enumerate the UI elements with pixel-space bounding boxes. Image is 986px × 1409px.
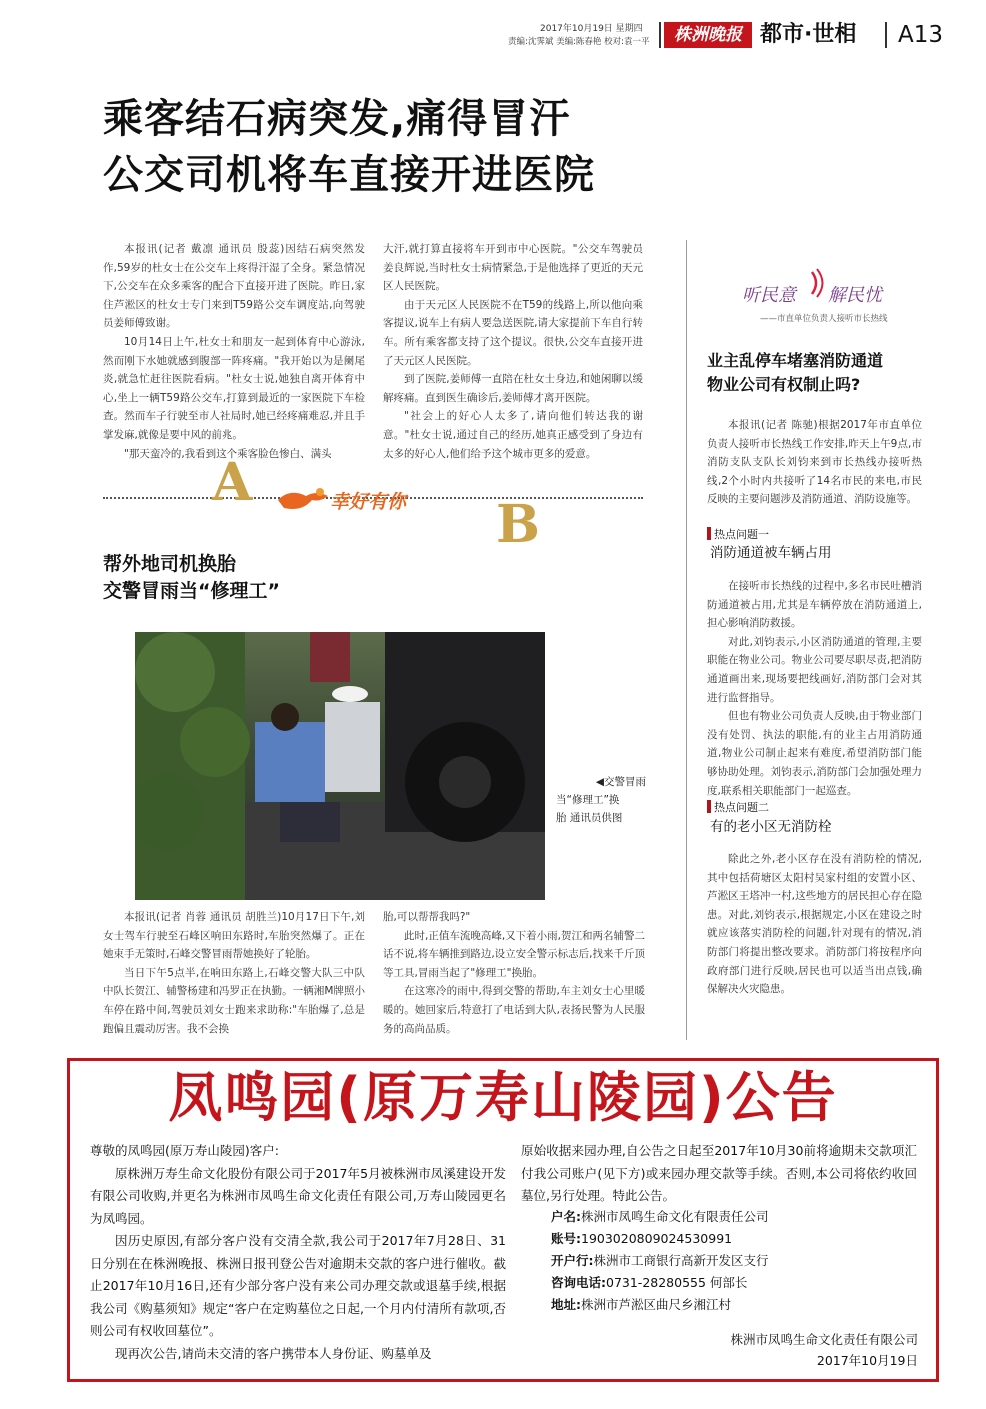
paragraph: 此时,正值车流晚高峰,又下着小雨,贺江和两名辅警二话不说,将车辆推到路边,设立安全警示标志后,找来千斤顶等工具,冒雨当起了"修理工"换胎。 — [383, 929, 646, 979]
paragraph: 到了医院,姜师傅一直陪在杜女士身边,和她闲聊以缓解疼痛。直到医生确诊后,姜师傅才离开医院。 — [383, 373, 643, 404]
hot-topic-body-2 — [707, 850, 922, 999]
value: 1903020809024530991 — [581, 1231, 733, 1246]
label: 户名: — [551, 1209, 581, 1224]
story-b-column-1 — [103, 908, 365, 1038]
notice-left-column — [90, 1140, 506, 1365]
header-editors: 责编:沈霁斌 美编:陈春艳 校对:袁一平 — [508, 37, 650, 47]
story-b-headline-2: 交警冒雨当“修理工” — [103, 580, 280, 602]
section-name: 都市·世相 — [760, 22, 857, 47]
notice-signature: 株洲市凤鸣生命文化责任有限公司 — [730, 1332, 918, 1347]
main-headline-line-1: 乘客结石病突发,痛得冒汗 — [103, 96, 571, 142]
column-logo-listen: 听民意 — [742, 285, 796, 306]
paragraph: 10月14日上午,杜女士和朋友一起到体育中心游泳,然而刚下水她就感到腹部一阵疼痛。"我开始以为是阑尾炎,就急忙赶往医院看病。"杜女士说,她独自离开体育中心,坐上一辆T59路公交车,打算到最近的一家医院下车检查。然而车子行驶至市人社局时,她已经疼痛难忍,并且手掌发麻,就像是要中风的前兆。 — [103, 335, 365, 441]
sidebar-intro — [707, 416, 922, 509]
paragraph: 原株洲万寿生命文化股份有限公司于2017年5月被株洲市凤溪建设开发有限公司收购,并更名为株洲市凤鸣生命文化责任有限公司,万寿山陵园更名为凤鸣园。 — [90, 1165, 506, 1226]
value: 株洲市芦淞区曲尺乡湘江村 — [581, 1297, 732, 1312]
sidebar-headline-1: 业主乱停车堵塞消防通道 — [707, 351, 884, 370]
badge-hands-icon — [276, 486, 330, 514]
header-divider-1 — [659, 22, 661, 48]
paragraph: 本报讯(记者 戴凛 通讯员 殷蕊)因结石病突然发作,59岁的杜女士在公交车上疼得汗湿了全身。紧急情况下,公交车在众多乘客的配合下直接开进了医院。昨日,家住芦淞区的杜女士专门来到T59路公交车调度站,向驾驶员姜师傅致谢。 — [103, 243, 365, 330]
notice-salutation: 尊敬的凤鸣园(原万寿山陵园)客户: — [90, 1143, 279, 1158]
sidebar-divider — [686, 240, 687, 1040]
label: 开户行: — [551, 1253, 594, 1268]
paragraph: 但也有物业公司负责人反映,由于物业部门没有处罚、执法的职能,有的业主占用消防通道,物业公司制止起来有难度,希望消防部门能够协助处理。刘钧表示,消防部门会加强处理力度,联系相关职能部门一起巡查。 — [707, 710, 922, 797]
badge-text: 幸好有你 — [330, 491, 407, 513]
column-logo-subtitle: ——市直单位负责人接听市长热线 — [760, 314, 888, 324]
paragraph: 对此,刘钧表示,小区消防通道的管理,主要职能在物业公司。物业公司要尽职尽责,把消防通道画出来,现场要把线画好,消防部门会对其进行监督指导。 — [707, 635, 922, 704]
phone-row — [551, 1272, 931, 1294]
paragraph: 本报讯(记者 肖蓉 通讯员 胡胜兰)10月17日下午,刘女士驾车行驶至石峰区响田东路时,车胎突然爆了。正在她束手无策时,石峰交警冒雨帮她换好了轮胎。 — [103, 911, 365, 961]
label: 咨询电话: — [551, 1275, 606, 1290]
tag-label: 热点问题二 — [714, 801, 769, 814]
value: 0731-28280555 何部长 — [606, 1275, 748, 1290]
main-story-column-2 — [383, 240, 643, 463]
letter-b: B — [496, 494, 540, 555]
label: 地址: — [551, 1297, 581, 1312]
caption-line: ◀交警冒雨 — [595, 776, 646, 788]
value: 株洲市凤鸣生命文化有限责任公司 — [581, 1209, 769, 1224]
paragraph: 本报讯(记者 陈驰)根据2017年市直单位负责人接听市长热线工作安排,昨天上午9点,市消防支队支队长刘钧来到市长热线办接听热线,2个小时内共接听了14名市民的来电,市民反映的主要问题涉及消防通道、消防设施等。 — [707, 419, 922, 506]
account-number-row — [551, 1228, 931, 1250]
account-name-row — [551, 1206, 931, 1228]
tag-label: 热点问题一 — [714, 528, 769, 541]
story-b-headline-1: 帮外地司机换胎 — [103, 553, 237, 575]
header-divider-2 — [885, 22, 887, 48]
photo-caption — [556, 773, 646, 827]
hot-topic-title-1: 消防通道被车辆占用 — [710, 545, 832, 561]
address-row — [551, 1294, 931, 1316]
notice-date: 2017年10月19日 — [816, 1353, 918, 1368]
notice-title: 凤鸣园(原万寿山陵园)公告 — [168, 1066, 838, 1129]
phone-wave-icon — [806, 268, 828, 298]
paragraph: 大汗,就打算直接将车开到市中心医院。"公交车驾驶员姜良辉说,当时杜女士病情紧急,于是他选择了更近的天元区人民医院。 — [383, 243, 643, 293]
header-date: 2017年10月19日 星期四 — [540, 24, 643, 34]
label: 账号: — [551, 1231, 581, 1246]
news-photo-tire-change — [135, 632, 545, 900]
tag-marker — [707, 527, 711, 540]
letter-a: A — [212, 452, 253, 513]
main-headline-line-2: 公交司机将车直接开进医院 — [103, 152, 595, 198]
paragraph: 现再次公告,请尚未交清的客户携带本人身份证、购墓单及 — [115, 1345, 432, 1361]
paragraph: 因历史原因,有部分客户没有交清全款,我公司于2017年7月28日、31日分别在在株洲晚报、株洲日报刊登公告对逾期未交款的客户进行催收。截止2017年10月16日,还有少部分客户没有来公司办理交款或退墓手续,根据我公司《购墓须知》规定“客户在定购墓位之日起,一个月内付清所有款项,否则公司有权收回墓位”。 — [90, 1233, 506, 1338]
account-info — [551, 1206, 931, 1316]
paragraph: 在接听市长热线的过程中,多名市民吐槽消防通道被占用,尤其是车辆停放在消防通道上,担心影响消防救援。 — [707, 580, 922, 630]
story-b-column-2 — [383, 908, 645, 1038]
hot-topic-tag-2 — [707, 799, 769, 815]
main-story-column-1 — [103, 240, 365, 463]
page-number: A13 — [898, 22, 944, 48]
caption-line: 当“修理工”换 — [556, 794, 620, 806]
column-logo-solve: 解民忧 — [828, 285, 882, 306]
hot-topic-body-1 — [707, 577, 922, 800]
notice-right-column — [521, 1140, 917, 1208]
hot-topic-tag-1 — [707, 526, 769, 542]
paragraph: "社会上的好心人太多了,请向他们转达我的谢意。"杜女士说,通过自己的经历,她真正感受到了身边有太多的好心人,他们给予这个城市更多的爱意。 — [383, 410, 643, 460]
caption-line: 胎 通讯员供图 — [556, 812, 623, 824]
sidebar-headline-2: 物业公司有权制止吗? — [707, 375, 861, 394]
hot-topic-title-2: 有的老小区无消防栓 — [710, 819, 832, 835]
paragraph: 原始收据来园办理,自公告之日起至2017年10月30前将逾期未交款项汇付我公司账户(见下方)或来园办理交款等手续。否则,本公司将依约收回墓位,另行处理。特此公告。 — [521, 1143, 917, 1203]
paragraph: 除此之外,老小区存在没有消防栓的情况,其中包括荷塘区太阳村吴家村组的安置小区、芦淞区王塔冲一村,这些地方的居民担心存在隐患。对此,刘钧表示,根据规定,小区在建设之时就应该落实消防栓的问题,针对现有的情况,消防部门将提出整改要求。消防部门将按程序向政府部门进行反映,居民也可以适当出点钱,确保解决火灾隐患。 — [707, 853, 922, 996]
paragraph: 当日下午5点半,在响田东路上,石峰交警大队三中队中队长贺江、辅警杨建和冯罗正在执勤。一辆湘M牌照小车停在路中间,驾驶员刘女士跑来求助称:"车胎爆了,总是跑偏且震动厉害。我不会换 — [103, 966, 365, 1035]
paragraph: 在这寒冷的雨中,得到交警的帮助,车主刘女士心里暖暖的。她回家后,特意打了电话到大队,表扬民警为人民服务的高尚品质。 — [383, 985, 645, 1035]
paragraph: 胎,可以帮帮我吗?" — [383, 911, 471, 923]
paragraph: 由于天元区人民医院不在T59的线路上,所以他向乘客提议,说车上有病人要急送医院,请大家提前下车自行转车。所有乘客都支持了这个提议。很快,公交车直接开进了天元区人民医院。 — [383, 298, 643, 367]
paper-name-logo: 株洲晚报 — [664, 22, 752, 48]
value: 株洲市工商银行高新开发区支行 — [593, 1253, 769, 1268]
tag-marker — [707, 800, 711, 813]
bank-row — [551, 1250, 931, 1272]
paragraph: "那天蛮冷的,我看到这个乘客脸色惨白、满头 — [124, 447, 332, 460]
